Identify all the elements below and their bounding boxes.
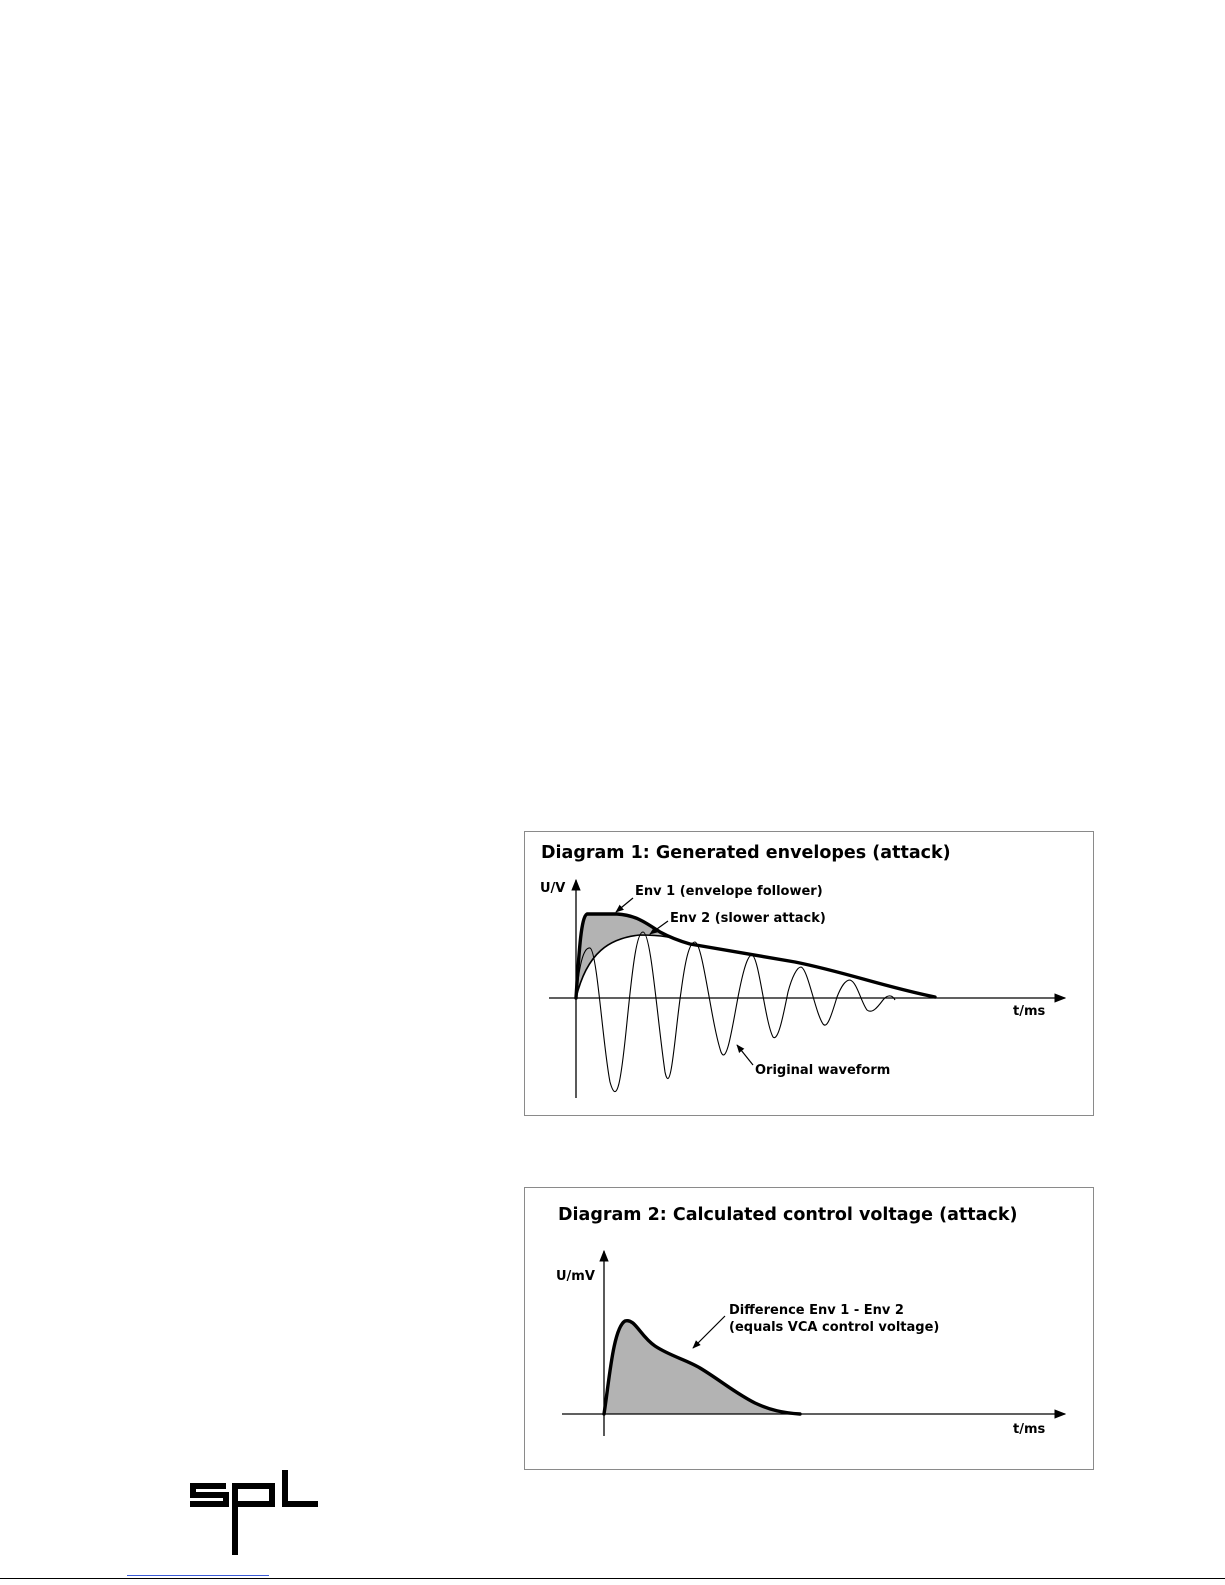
label-waveform: Original waveform — [755, 1063, 891, 1078]
diagram-2-y-label: U/mV — [556, 1269, 595, 1284]
label-difference-line2: (equals VCA control voltage) — [729, 1320, 940, 1335]
spl-logo — [190, 1470, 322, 1559]
arrow-env1 — [616, 898, 633, 912]
diagram-1-x-label: t/ms — [1013, 1004, 1046, 1019]
diagram-1-title: Diagram 1: Generated envelopes (attack) — [541, 843, 951, 863]
diagram-2-x-label: t/ms — [1013, 1422, 1046, 1437]
diagram-1-y-label: U/V — [540, 881, 566, 896]
footer-rule — [0, 1578, 1225, 1579]
diagram-2-svg — [525, 1188, 1095, 1471]
diagram-2-panel — [524, 1187, 1094, 1470]
label-env2: Env 2 (slower attack) — [670, 911, 826, 926]
footer-link-underline[interactable] — [127, 1575, 269, 1576]
diagram-1-panel — [524, 831, 1094, 1116]
arrow-waveform — [737, 1045, 753, 1065]
arrow-difference — [693, 1316, 725, 1348]
diagram-2-title: Diagram 2: Calculated control voltage (attack) — [558, 1205, 1018, 1225]
diagram-1-svg — [525, 832, 1095, 1117]
label-env1: Env 1 (envelope follower) — [635, 884, 823, 899]
label-difference-line1: Difference Env 1 - Env 2 — [729, 1303, 904, 1318]
spl-logo-icon — [190, 1470, 322, 1555]
